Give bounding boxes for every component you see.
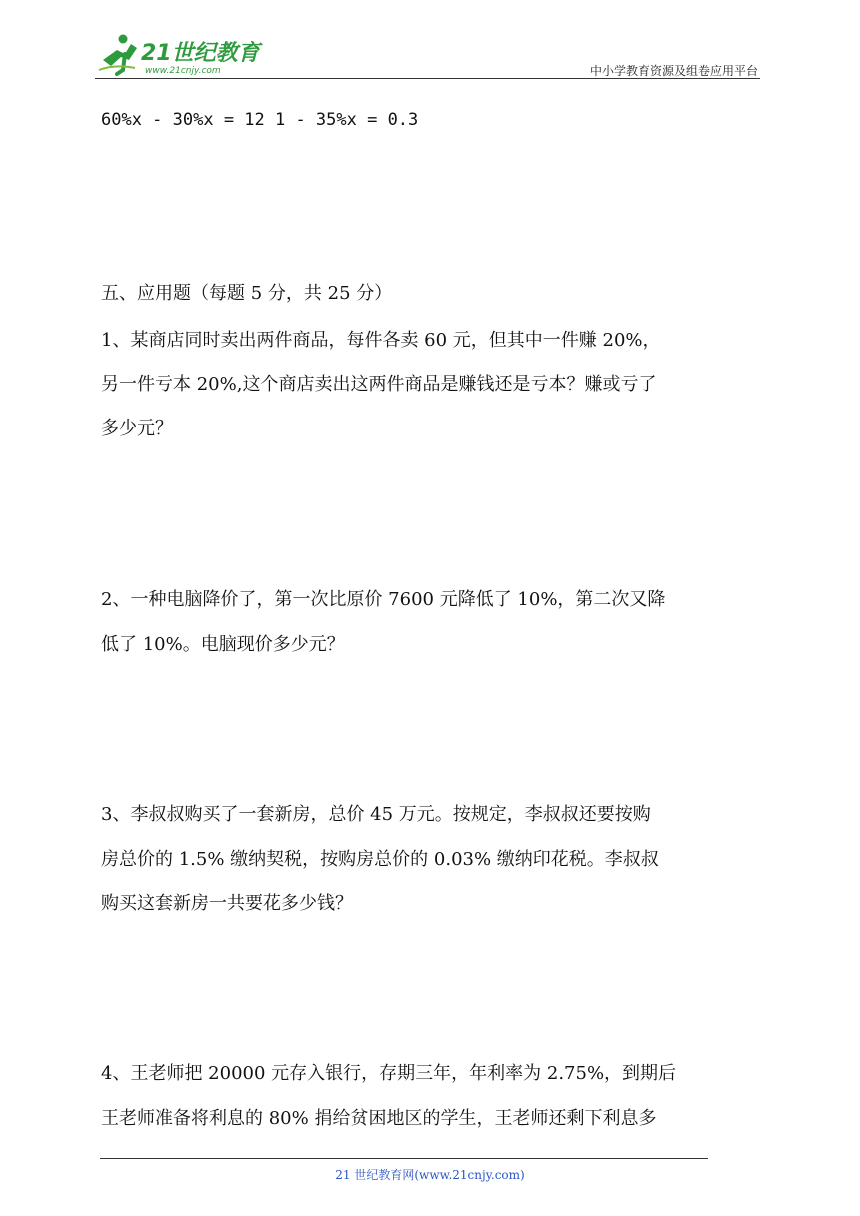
svg-text:www.21cnjy.com: www.21cnjy.com	[145, 66, 221, 76]
equation-line: 60%x - 30%x = 12 1 - 35%x = 0.3	[101, 110, 419, 130]
question-2-line-1: 2、一种电脑降价了，第一次比原价 7600 元降低了 10%，第二次又降	[101, 589, 666, 610]
footer-divider	[100, 1158, 708, 1159]
question-3-line-2: 房总价的 1.5% 缴纳契税，按购房总价的 0.03% 缴纳印花税。李叔叔	[101, 849, 659, 870]
header-divider	[95, 78, 760, 79]
question-1-line-1: 1、某商店同时卖出两件商品，每件各卖 60 元，但其中一件赚 20%，	[101, 330, 661, 351]
question-1-line-3: 多少元？	[101, 418, 173, 439]
footer-link[interactable]: 21 世纪教育网(www.21cnjy.com)	[335, 1168, 525, 1182]
question-2-line-2: 低了 10%。电脑现价多少元？	[101, 634, 345, 655]
question-4-line-1: 4、王老师把 20000 元存入银行，存期三年，年利率为 2.75%，到期后	[101, 1063, 677, 1084]
site-logo	[95, 30, 265, 78]
section-heading: 五、应用题（每题 5 分，共 25 分）	[101, 283, 393, 304]
question-3-line-3: 购买这套新房一共要花多少钱？	[101, 893, 353, 914]
question-4-line-2: 王老师准备将利息的 80% 捐给贫困地区的学生，王老师还剩下利息多	[101, 1108, 657, 1129]
question-1-line-2: 另一件亏本 20%,这个商店卖出这两件商品是赚钱还是亏本？赚或亏了	[101, 374, 657, 395]
page-header	[95, 30, 760, 80]
question-3-line-1: 3、李叔叔购买了一套新房，总价 45 万元。按规定，李叔叔还要按购	[101, 804, 651, 825]
platform-name: 中小学教育资源及组卷应用平台	[589, 64, 758, 78]
svg-text:21世纪教育: 21世纪教育	[141, 41, 260, 66]
